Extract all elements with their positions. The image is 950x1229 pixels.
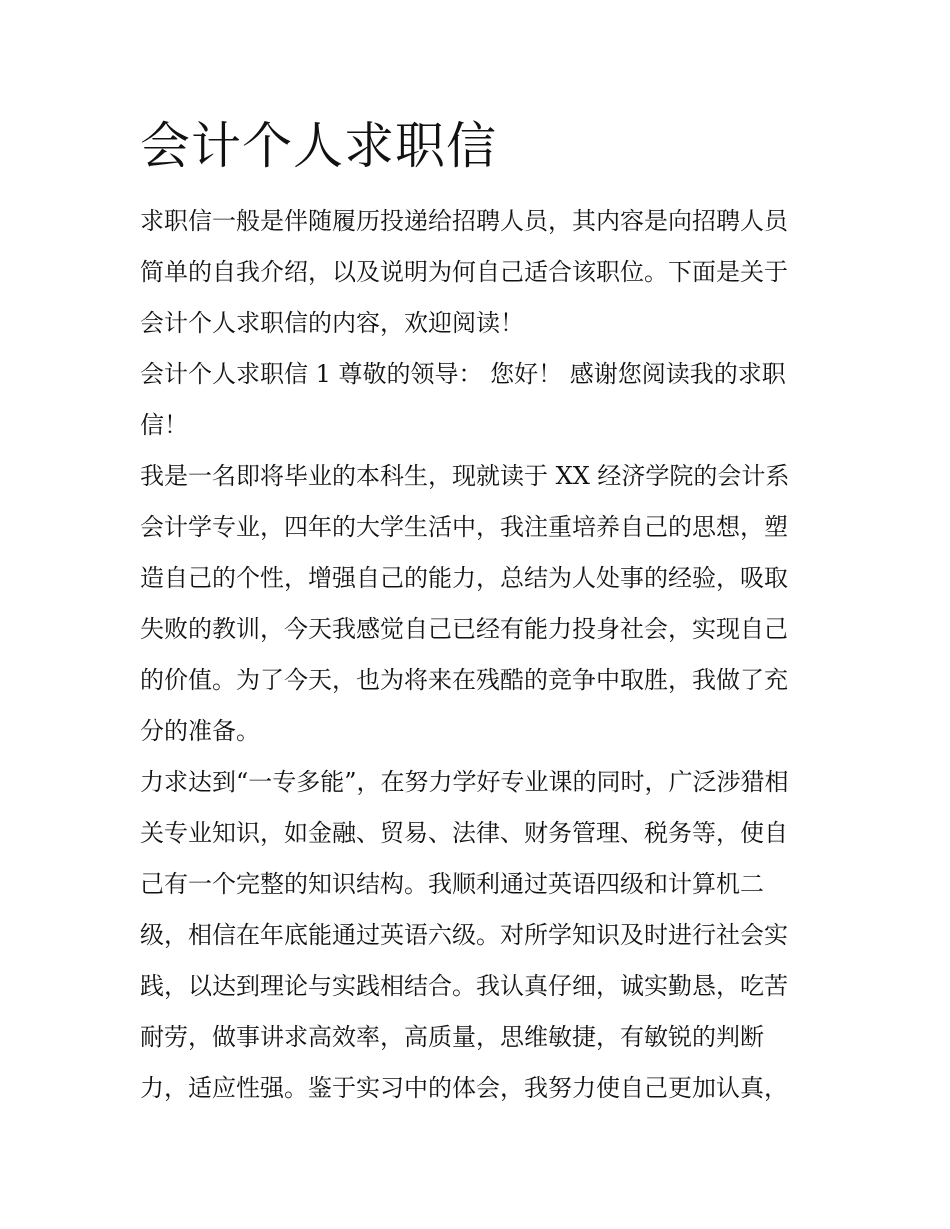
text-line: 会计个人求职信 1 尊敬的领导： 您好！ 感谢您阅读我的求职 (140, 360, 786, 388)
text-line: 失败的教训，今天我感觉自己已经有能力投身社会，实现自己 (140, 615, 788, 643)
text-line: 分的准备。 (140, 717, 260, 745)
text-line: 级，相信在年底能通过英语六级。对所学知识及时进行社会实 (140, 921, 788, 949)
text-line: 求职信一般是伴随履历投递给招聘人员，其内容是向招聘人员 (140, 207, 788, 235)
text-line: 简单的自我介绍，以及说明为何自己适合该职位。下面是关于 (140, 258, 788, 286)
text-line: 信！ (140, 411, 188, 439)
text-line: 的价值。为了今天，也为将来在残酷的竞争中取胜，我做了充 (140, 666, 788, 694)
text-line: 我是一名即将毕业的本科生，现就读于 XX 经济学院的会计系 (140, 462, 790, 490)
text-line: 力求达到“一专多能”，在努力学好专业课的同时，广泛涉猎相 (140, 768, 789, 796)
text-line: 耐劳，做事讲求高效率，高质量，思维敏捷，有敏锐的判断 (140, 1023, 764, 1051)
document-body (140, 196, 816, 1114)
text-line: 践，以达到理论与实践相结合。我认真仔细，诚实勤恳，吃苦 (140, 972, 788, 1000)
text-line: 造自己的个性，增强自己的能力，总结为人处事的经验，吸取 (140, 564, 788, 592)
text-line: 己有一个完整的知识结构。我顺利通过英语四级和计算机二 (140, 870, 764, 898)
text-line: 关专业知识，如金融、贸易、法律、财务管理、税务等，使自 (140, 819, 788, 847)
document-title: 会计个人求职信 (140, 117, 497, 175)
text-line: 会计个人求职信的内容，欢迎阅读！ (140, 309, 524, 337)
text-line: 力，适应性强。鉴于实习中的体会，我努力使自己更加认真， (140, 1074, 788, 1102)
text-line: 会计学专业，四年的大学生活中，我注重培养自己的思想，塑 (140, 513, 788, 541)
